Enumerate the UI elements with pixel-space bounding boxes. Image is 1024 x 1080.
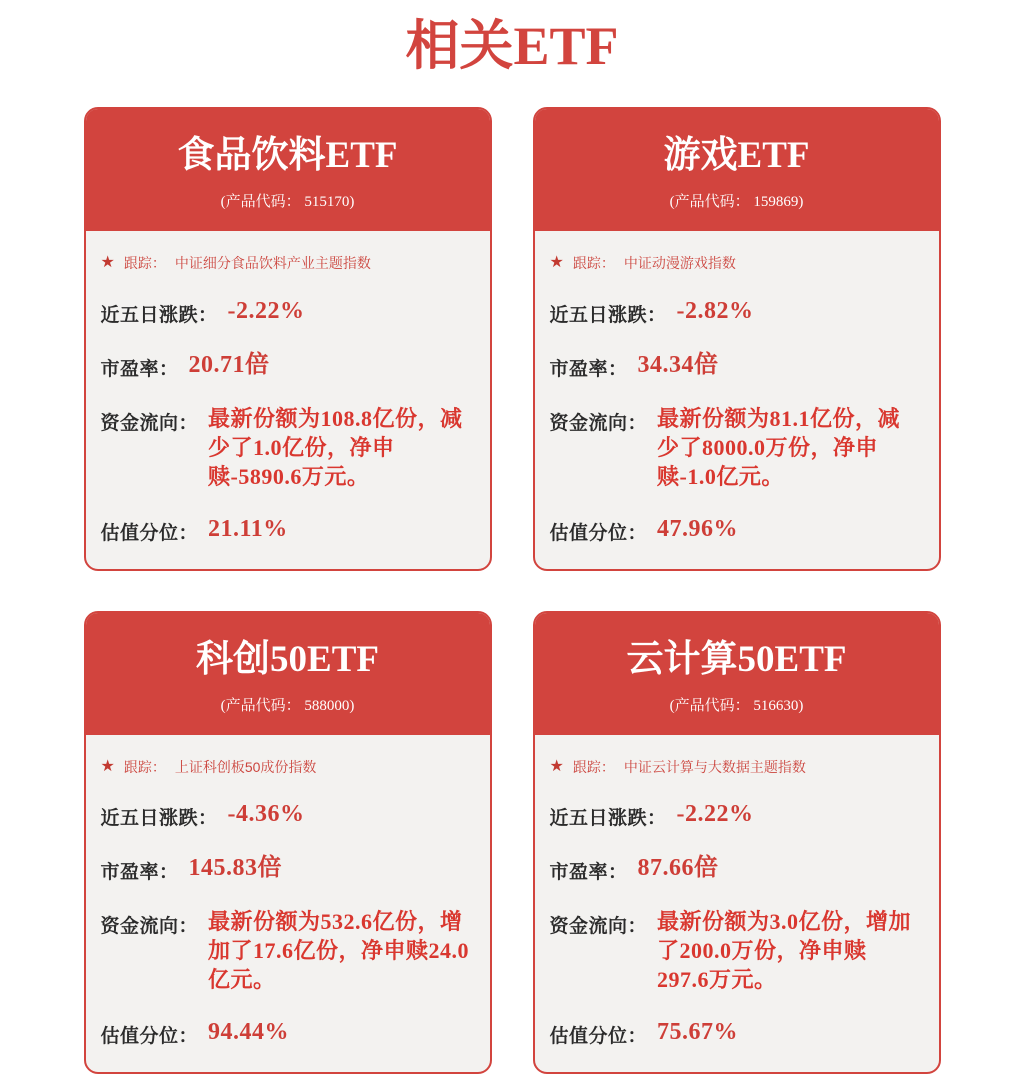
- flow-label: 资金流向：: [100, 412, 199, 434]
- valuation-label: 估值分位：: [100, 522, 199, 544]
- pe-label: 市盈率：: [549, 358, 628, 380]
- card-body: [86, 231, 490, 568]
- track-index-name: 中证云计算与大数据主题指数: [623, 759, 806, 776]
- valuation-label: 估值分位：: [549, 1026, 648, 1048]
- flow-row: [550, 907, 919, 994]
- change-value: -2.22%: [227, 297, 305, 324]
- pe-value: 145.83倍: [188, 855, 283, 882]
- track-line: [550, 758, 919, 776]
- track-index-name: 中证细分食品饮料产业主题指数: [174, 255, 371, 272]
- flow-label: 资金流向：: [549, 916, 648, 938]
- change-row: [550, 799, 919, 830]
- etf-product-code: (产品代码： 159869): [669, 194, 804, 211]
- card-header: [535, 613, 939, 736]
- etf-name: 游戏ETF: [663, 134, 810, 176]
- change-row: [550, 296, 919, 327]
- valuation-value: 94.44%: [208, 1019, 290, 1046]
- card-body: [86, 735, 490, 1072]
- change-row: [101, 799, 470, 830]
- valuation-value: 75.67%: [657, 1019, 739, 1046]
- star-icon: ★: [549, 758, 564, 776]
- etf-card-cloud50: [533, 611, 941, 1075]
- etf-name: 科创50ETF: [196, 638, 379, 680]
- track-label: 跟踪：: [123, 759, 166, 776]
- star-icon: ★: [100, 758, 115, 776]
- valuation-value: 21.11%: [208, 515, 288, 542]
- track-line: [101, 758, 470, 776]
- flow-value: 最新份额为108.8亿份，减少了1.0亿份，净申赎-5890.6万元。: [208, 405, 463, 489]
- pe-row: [550, 853, 919, 884]
- change-value: -2.82%: [676, 297, 754, 324]
- flow-value: 最新份额为81.1亿份，减少了8000.0万份，净申赎-1.0亿元。: [657, 405, 901, 489]
- track-line: [101, 254, 470, 272]
- change-row: [101, 296, 470, 327]
- etf-card-gaming: [533, 107, 941, 571]
- track-label: 跟踪：: [572, 759, 615, 776]
- flow-row: [101, 907, 470, 994]
- flow-label: 资金流向：: [100, 916, 199, 938]
- pe-row: [101, 853, 470, 884]
- valuation-row: [101, 1017, 470, 1048]
- pe-value: 20.71倍: [188, 351, 270, 378]
- pe-value: 34.34倍: [637, 351, 719, 378]
- pe-label: 市盈率：: [549, 862, 628, 884]
- pe-row: [550, 350, 919, 381]
- flow-row: [550, 404, 919, 491]
- pe-label: 市盈率：: [100, 862, 179, 884]
- valuation-row: [550, 514, 919, 545]
- etf-product-code: (产品代码： 588000): [220, 698, 355, 715]
- track-line: [550, 254, 919, 272]
- change-label: 近五日涨跌：: [549, 304, 667, 326]
- card-header: [535, 109, 939, 232]
- etf-card-star50: [84, 611, 492, 1075]
- page-title: 相关ETF: [405, 16, 619, 76]
- valuation-row: [101, 514, 470, 545]
- card-header: [86, 109, 490, 232]
- etf-name: 云计算50ETF: [626, 638, 847, 680]
- flow-label: 资金流向：: [549, 412, 648, 434]
- etf-product-code: (产品代码： 516630): [669, 698, 804, 715]
- card-body: [535, 735, 939, 1072]
- flow-value: 最新份额为3.0亿份，增加了200.0万份，净申赎297.6万元。: [657, 909, 912, 993]
- etf-name: 食品饮料ETF: [177, 134, 398, 176]
- valuation-value: 47.96%: [657, 515, 739, 542]
- flow-value: 最新份额为532.6亿份，增加了17.6亿份，净申赎24.0亿元。: [208, 909, 470, 993]
- change-label: 近五日涨跌：: [549, 808, 667, 830]
- change-label: 近五日涨跌：: [100, 304, 218, 326]
- star-icon: ★: [549, 254, 564, 272]
- valuation-label: 估值分位：: [100, 1026, 199, 1048]
- change-label: 近五日涨跌：: [100, 808, 218, 830]
- etf-cards-grid: [84, 107, 941, 1074]
- etf-card-food-beverage: [84, 107, 492, 571]
- track-label: 跟踪：: [123, 255, 166, 272]
- pe-value: 87.66倍: [637, 855, 719, 882]
- pe-label: 市盈率：: [100, 358, 179, 380]
- valuation-label: 估值分位：: [549, 522, 648, 544]
- track-index-name: 中证动漫游戏指数: [623, 255, 736, 272]
- flow-row: [101, 404, 470, 491]
- star-icon: ★: [100, 254, 115, 272]
- track-index-name: 上证科创板50成份指数: [174, 759, 317, 776]
- track-label: 跟踪：: [572, 255, 615, 272]
- etf-product-code: (产品代码： 515170): [220, 194, 355, 211]
- change-value: -4.36%: [227, 801, 305, 828]
- valuation-row: [550, 1017, 919, 1048]
- card-header: [86, 613, 490, 736]
- card-body: [535, 231, 939, 568]
- change-value: -2.22%: [676, 801, 754, 828]
- pe-row: [101, 350, 470, 381]
